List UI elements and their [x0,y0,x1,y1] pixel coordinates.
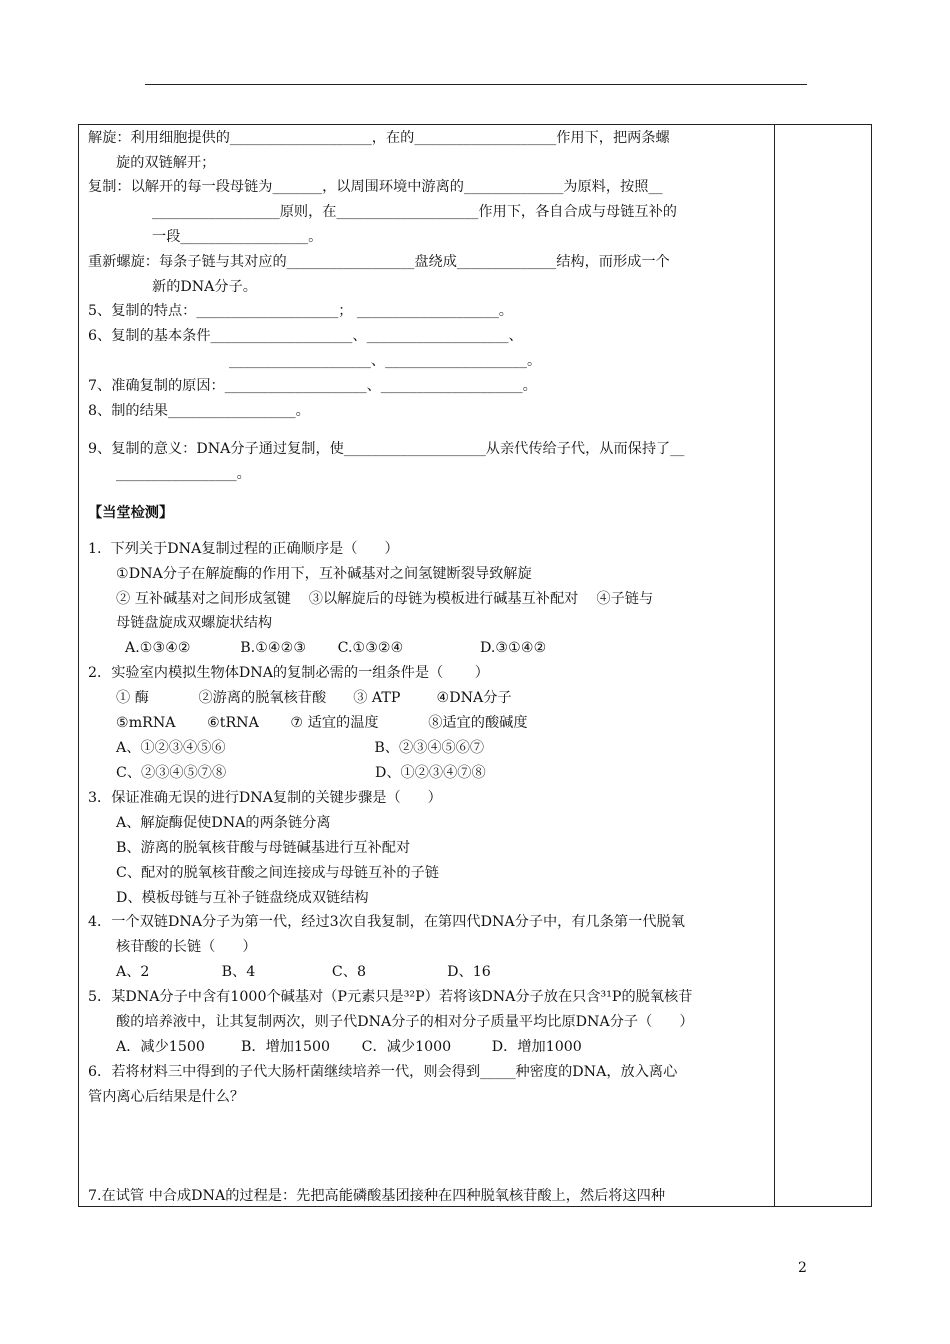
text-line: ____________________、____________________。 [229,353,542,369]
text-line: 3．保证准确无误的进行DNA复制的关键步骤是（ ） [88,790,442,806]
text-line: 2．实验室内模拟生物体DNA的复制必需的一组条件是（ ） [88,665,489,681]
text-line: 5、复制的特点：____________________； ____________________。 [88,303,513,319]
text-line: ①DNA分子在解旋酶的作用下，互补碱基对之间氢键断裂导致解旋 [116,566,532,582]
column-divider [774,125,775,1206]
text-line: 核苷酸的长链（ ） [116,939,257,955]
page-number: 2 [798,1260,807,1276]
text-line: ② 互补碱基对之间形成氢键 ③以解旋后的母链为模板进行碱基互补配对 ④子链与 [116,591,654,607]
text-line: 管内离心后结果是什么？ [88,1089,245,1105]
text-line: 解旋：利用细胞提供的____________________，在的____________________作用下，把两条螺 [88,130,670,146]
text-line: ① 酶 ②游离的脱氧核苷酸 ③ ATP ④DNA分子 [116,690,512,706]
text-line: 1. 下列关于DNA复制过程的正确顺序是（ ） [88,541,399,557]
text-line: A.①③④② B.①④②③ C.①③②④ D.③①④② [116,640,547,656]
text-line: 6．若将材料三中得到的子代大肠杆菌继续培养一代，则会得到_____种密度的DNA，放入离心 [88,1064,678,1080]
text-line: 4．一个双链DNA分子为第一代，经过3次自我复制，在第四代DNA分子中，有几条第一代脱氧 [88,914,685,930]
text-line: C、②③④⑤⑦⑧ D、①②③④⑦⑧ [116,765,486,781]
text-line: 新的DNA分子。 [152,279,257,295]
text-line: ⑤mRNA ⑥tRNA ⑦ 适宜的温度 ⑧适宜的酸碱度 [116,715,528,731]
header-rule [145,84,807,85]
text-line: 旋的双链解开； [116,155,216,171]
text-line: D、模板母链与互补子链盘绕成双链结构 [116,890,369,906]
text-line: 8、制的结果__________________。 [88,403,310,419]
text-line: 5．某DNA分子中含有1000个碱基对（P元素只是³²P）若将该DNA分子放在只含³¹P的脱氧核苷 [88,989,693,1005]
text-line: 【当堂检测】 [88,505,174,521]
text-line: C、配对的脱氧核苷酸之间连接成与母链互补的子链 [116,865,439,881]
text-line: 酸的培养液中，让其复制两次，则子代DNA分子的相对分子质量平均比原DNA分子（ ） [116,1014,694,1030]
text-line: 6、复制的基本条件____________________、____________________、 [88,328,523,344]
text-line: 一段__________________。 [152,229,323,245]
text-line: 复制：以解开的每一段母链为_______，以周围环境中游离的______________为原料，按照__ [88,179,663,195]
text-line: 7、准确复制的原因：____________________、____________________。 [88,378,537,394]
text-line: 7.在试管 中合成DNA的过程是：先把高能磷酸基团接种在四种脱氧核苷酸上，然后将这四种 [88,1188,666,1204]
text-line: 9、复制的意义：DNA分子通过复制，使____________________从亲代传给子代，从而保持了__ [88,441,685,457]
text-line: A、①②③④⑤⑥ B、②③④⑤⑥⑦ [116,740,485,756]
text-line: 母链盘旋成双螺旋状结构 [116,615,273,631]
text-line: _________________。 [116,466,251,482]
text-line: A．减少1500 B．增加1500 C．减少1000 D．增加1000 [116,1039,582,1055]
text-line: A、2 B、4 C、8 D、16 [116,964,491,980]
text-line: B、游离的脱氧核苷酸与母链碱基进行互补配对 [116,840,411,856]
text-line: __________________原则，在____________________作用下，各自合成与母链互补的 [152,204,677,220]
text-line: A、解旋酶促使DNA的两条链分离 [116,815,331,831]
text-line: 重新螺旋：每条子链与其对应的__________________盘绕成______________结构，而形成一个 [88,254,670,270]
